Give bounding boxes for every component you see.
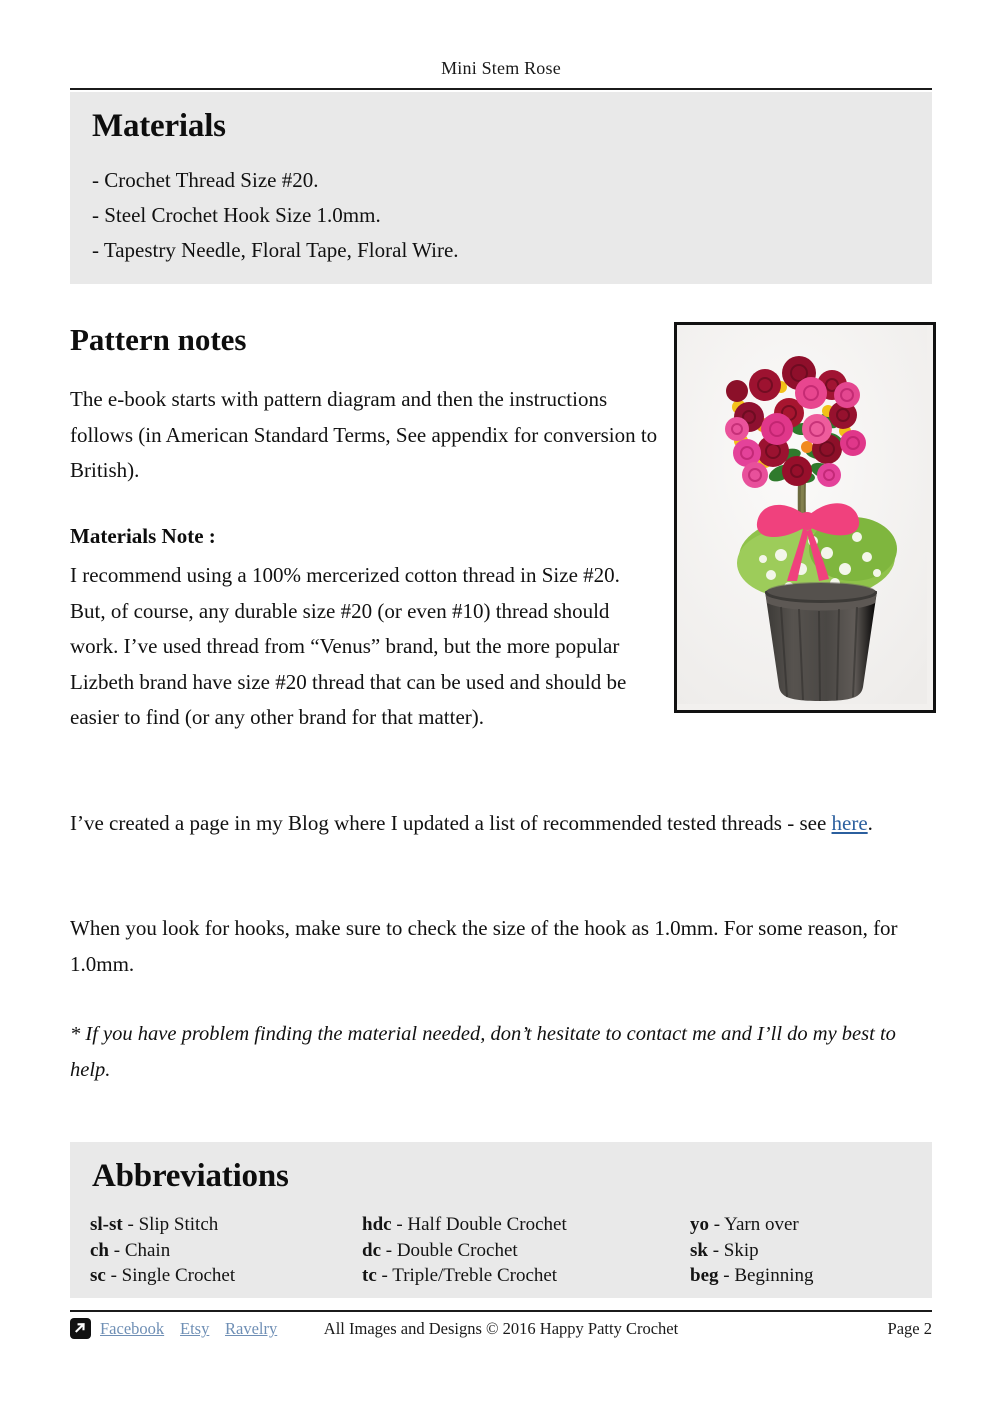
pattern-notes-intro-paragraph: The e-book starts with pattern diagram and then the instructions follows (in American Standard Terms, See appendix for conversion to British). (70, 387, 658, 482)
abbreviation-entry (362, 1212, 682, 1238)
abbreviation-definition: Yarn over (724, 1214, 799, 1235)
abbreviation-definition: Half Double Crochet (407, 1214, 567, 1235)
materials-footnote-paragraph: * If you have problem finding the material needed, don’t hesitate to contact me and I’ll do my best to help. (70, 1023, 896, 1081)
footer-link-ravelry[interactable]: Ravelry (225, 1319, 278, 1338)
abbreviation-separator: - (381, 1239, 397, 1261)
page-header-title: Mini Stem Rose (441, 58, 561, 78)
abbreviation-definition: Skip (723, 1239, 759, 1261)
footer-page-number: Page 2 (887, 1319, 932, 1338)
materials-note-paragraph: I recommend using a 100% mercerized cotton thread in Size #20. But, of course, any durable size #20 (or even #10) thread should work. I’ve used thread from “Venus” brand, but the more popular Lizbeth brand have size #20 thread that can be used and should be easier to find (or any other brand for that matter). (70, 563, 627, 729)
abbreviation-entry (690, 1212, 940, 1238)
materials-note-heading: Materials Note : (70, 524, 216, 548)
abbreviation-entry (90, 1238, 360, 1264)
abbreviation-term: sk (690, 1239, 708, 1261)
abbreviation-term: sc (90, 1265, 106, 1286)
abbreviation-separator: - (105, 1265, 122, 1286)
abbreviation-entry (90, 1212, 360, 1238)
materials-heading: Materials (92, 108, 226, 144)
footer-link-etsy[interactable]: Etsy (180, 1319, 210, 1338)
hooks-paragraph: When you look for hooks, make sure to check the size of the hook as 1.0mm. For some reason, for 1.0mm. (70, 916, 898, 976)
abbreviation-term: ch (90, 1239, 109, 1261)
abbreviation-term: dc (362, 1239, 381, 1261)
blog-text-after-link: . (867, 811, 873, 835)
product-photo (674, 322, 936, 713)
abbreviation-definition: Chain (124, 1239, 171, 1261)
abbreviations-column (690, 1212, 940, 1289)
footer-divider (70, 1310, 932, 1312)
abbreviations-column (362, 1212, 682, 1289)
abbreviation-separator: - (707, 1239, 724, 1261)
page-footer (70, 1315, 932, 1349)
abbreviation-term: sl-st (90, 1214, 123, 1235)
abbreviation-entry (690, 1263, 940, 1289)
footer-link-facebook[interactable]: Facebook (100, 1319, 165, 1338)
abbreviation-separator: - (122, 1214, 139, 1235)
footer-copyright: All Images and Designs © 2016 Happy Patty Crochet (323, 1319, 679, 1338)
here-link[interactable]: here (831, 811, 868, 835)
abbreviations-column (90, 1212, 360, 1289)
product-photo-illustration (677, 325, 927, 704)
abbreviations-heading: Abbreviations (92, 1158, 289, 1194)
abbreviation-definition: Slip Stitch (138, 1214, 219, 1235)
pattern-notes-heading: Pattern notes (70, 322, 247, 357)
abbreviation-definition: Double Crochet (396, 1239, 518, 1261)
abbreviation-separator: - (709, 1214, 725, 1235)
abbreviation-entry (362, 1263, 682, 1289)
abbreviation-entry (90, 1263, 360, 1289)
abbreviation-definition: Beginning (734, 1265, 814, 1286)
abbreviation-definition: Triple/Treble Crochet (392, 1265, 558, 1286)
materials-list-item: - Tapestry Needle, Floral Tape, Floral Wire. (92, 238, 459, 262)
materials-list (92, 163, 852, 268)
abbreviation-term: yo (690, 1214, 709, 1235)
materials-list-item: - Crochet Thread Size #20. (92, 168, 319, 192)
abbreviation-term: beg (690, 1265, 719, 1286)
header-divider (70, 88, 932, 90)
blog-text-before-link: I’ve created a page in my Blog where I updated a list of recommended tested threads - see (70, 811, 832, 835)
abbreviation-separator: - (718, 1265, 735, 1286)
abbreviation-entry (362, 1238, 682, 1264)
abbreviation-entry (690, 1238, 940, 1264)
abbreviation-term: tc (362, 1265, 377, 1286)
abbreviation-separator: - (391, 1214, 408, 1235)
blog-paragraph (70, 806, 932, 842)
materials-list-item: - Steel Crochet Hook Size 1.0mm. (92, 203, 381, 227)
abbreviation-term: hdc (362, 1214, 392, 1235)
abbreviation-separator: - (109, 1239, 125, 1261)
abbreviation-separator: - (376, 1265, 393, 1286)
abbreviation-definition: Single Crochet (121, 1265, 236, 1286)
